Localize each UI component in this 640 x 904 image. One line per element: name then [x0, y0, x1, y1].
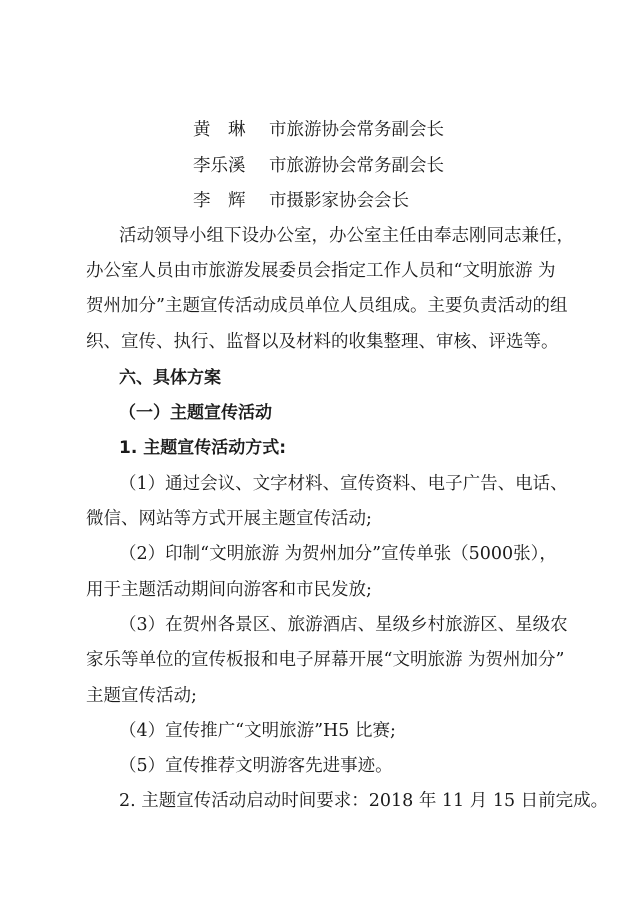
paragraph-line: 织、宣传、执行、监督以及材料的收集整理、审核、评选等。 — [86, 332, 559, 352]
paragraph-line: （3）在贺州各景区、旅游酒店、星级乡村旅游区、星级农 — [119, 615, 568, 635]
paragraph-line: 家乐等单位的宣传板报和电子屏幕开展“文明旅游 为贺州加分” — [86, 650, 565, 670]
leader-name: 黄 琳 — [193, 120, 246, 140]
item-heading: 1. 主题宣传活动方式: — [119, 438, 287, 458]
leader-role: 市旅游协会常务副会长 — [269, 156, 444, 176]
paragraph-line: 主题宣传活动; — [86, 686, 197, 706]
leader-name: 李 辉 — [193, 191, 246, 211]
leader-role: 市摄影家协会会长 — [269, 191, 409, 211]
paragraph-line: 微信、网站等方式开展主题宣传活动; — [86, 509, 372, 529]
paragraph-line: 用于主题活动期间向游客和市民发放; — [86, 580, 372, 600]
paragraph-line: 办公室人员由市旅游发展委员会指定工作人员和“文明旅游 为 — [86, 261, 556, 281]
leader-name: 李乐溪 — [193, 156, 246, 176]
subsection-heading: （一）主题宣传活动 — [119, 403, 272, 423]
paragraph-line: （2）印制“文明旅游 为贺州加分”宣传单张（5000张）， — [119, 544, 557, 564]
paragraph-line: （5）宣传推荐文明游客先进事迹。 — [119, 756, 393, 776]
paragraph-line: （4）宣传推广“文明旅游”H5 比赛; — [119, 721, 396, 741]
paragraph-line: 2. 主题宣传活动启动时间要求：2018 年 11 月 15 日前完成。 — [119, 791, 609, 811]
leader-role: 市旅游协会常务副会长 — [269, 120, 444, 140]
section-heading: 六、具体方案 — [119, 368, 221, 388]
paragraph-line: 活动领导小组下设办公室，办公室主任由奉志刚同志兼任， — [119, 226, 574, 246]
paragraph-line: （1）通过会议、文字材料、宣传资料、电子广告、电话、 — [119, 474, 568, 494]
paragraph-line: 贺州加分”主题宣传活动成员单位人员组成。主要负责活动的组 — [86, 296, 568, 316]
